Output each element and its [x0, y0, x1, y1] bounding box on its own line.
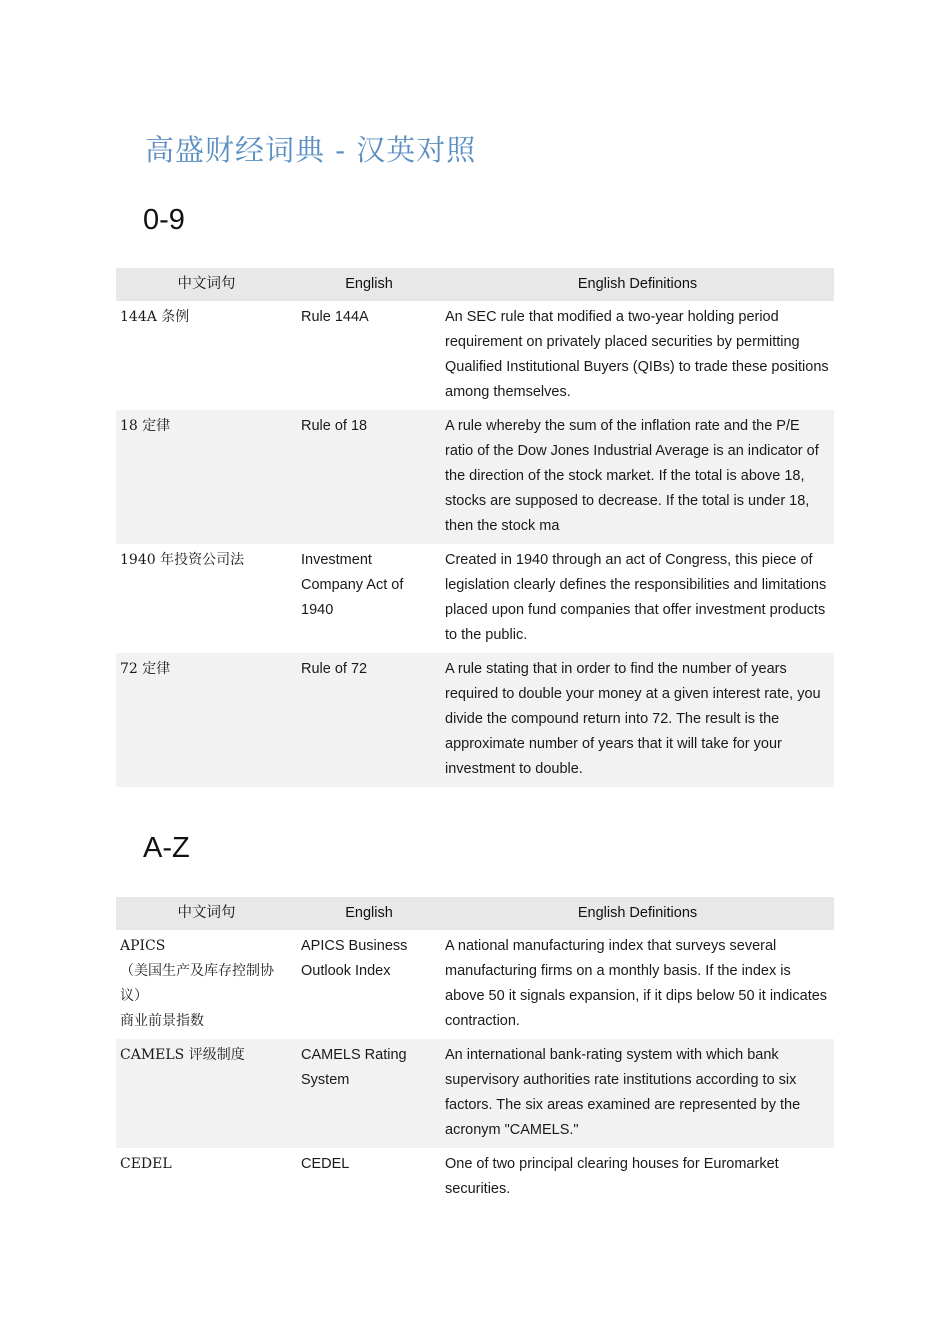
table-header-row [116, 897, 834, 930]
chinese-term-line: APICS [120, 938, 166, 954]
cell-definition: One of two principal clearing houses for Euromarket securities. [445, 1156, 779, 1197]
table-row [116, 1039, 834, 1148]
column-header-english: English [297, 897, 441, 930]
cell-chinese-term [116, 301, 297, 410]
chinese-term-line: 商业前景指数 [120, 1013, 204, 1029]
column-header-definition: English Definitions [441, 897, 834, 930]
cell-definition: An international bank-rating system with which bank supervisory authorities rate institutions according to six factors. The six areas examined are represented by the acronym "CAMELS." [441, 1039, 834, 1148]
chinese-term-line: 144A 条例 [120, 309, 190, 325]
section-heading-a-z: A-Z [143, 832, 190, 864]
cell-english-term: Investment Company Act of 1940 [301, 552, 404, 618]
cell-definition: A national manufacturing index that surveys several manufacturing firms on a monthly basis. If the index is above 50 it signals expansion, if it dips below 50 it indicates contraction. [445, 938, 828, 1029]
chinese-term-line: 18 定律 [120, 418, 171, 434]
document-title: 高盛财经词典 - 汉英对照 [145, 133, 477, 167]
section-heading-0-9: 0-9 [143, 204, 185, 236]
cell-chinese-term [116, 410, 297, 544]
column-header-chinese: 中文词句 [116, 268, 297, 301]
cell-chinese-term [116, 930, 297, 1039]
table-row [116, 930, 834, 1039]
column-header-english: English [297, 268, 441, 301]
table-row [116, 544, 834, 653]
chinese-term-line: （美国生产及库存控制协议） [120, 963, 274, 1004]
cell-english-term: APICS Business Outlook Index [301, 938, 408, 979]
cell-english-term: Rule of 18 [297, 410, 441, 544]
cell-chinese-term [116, 544, 297, 653]
cell-definition: Created in 1940 through an act of Congress, this piece of legislation clearly defines the responsibilities and limitations placed upon fund companies that offer investment products to the public. [445, 552, 827, 643]
cell-english-term: CEDEL [301, 1156, 350, 1172]
cell-english-term: CAMELS Rating System [297, 1039, 441, 1148]
chinese-term-line: CAMELS 评级制度 [120, 1047, 245, 1063]
chinese-term-line: 72 定律 [120, 661, 171, 677]
cell-definition: A rule whereby the sum of the inflation rate and the P/E ratio of the Dow Jones Industrial Average is an indicator of the direction of the stock market. If the total is above 18, stocks are supposed to decrease. If the total is under 18, then the stock ma [441, 410, 834, 544]
table-header-row [116, 268, 834, 301]
glossary-table-0-9 [116, 268, 834, 787]
glossary-table-a-z [116, 897, 834, 1207]
cell-definition: An SEC rule that modified a two-year holding period requirement on privately placed securities by permitting Qualified Institutional Buyers (QIBs) to trade these positions among themselves. [445, 309, 829, 400]
cell-chinese-term [116, 1148, 297, 1207]
cell-chinese-term [116, 1039, 297, 1148]
chinese-term-line: 1940 年投资公司法 [120, 552, 245, 568]
table-row [116, 410, 834, 544]
cell-english-term: Rule of 72 [297, 653, 441, 787]
column-header-definition: English Definitions [441, 268, 834, 301]
cell-chinese-term [116, 653, 297, 787]
table-row [116, 301, 834, 410]
cell-english-term: Rule 144A [301, 309, 369, 325]
table-row [116, 653, 834, 787]
chinese-term-line: CEDEL [120, 1156, 172, 1172]
table-row [116, 1148, 834, 1207]
column-header-chinese: 中文词句 [116, 897, 297, 930]
cell-definition: A rule stating that in order to find the number of years required to double your money at a given interest rate, you divide the compound return into 72. The result is the approximate number of years that it will take for your investment to double. [441, 653, 834, 787]
